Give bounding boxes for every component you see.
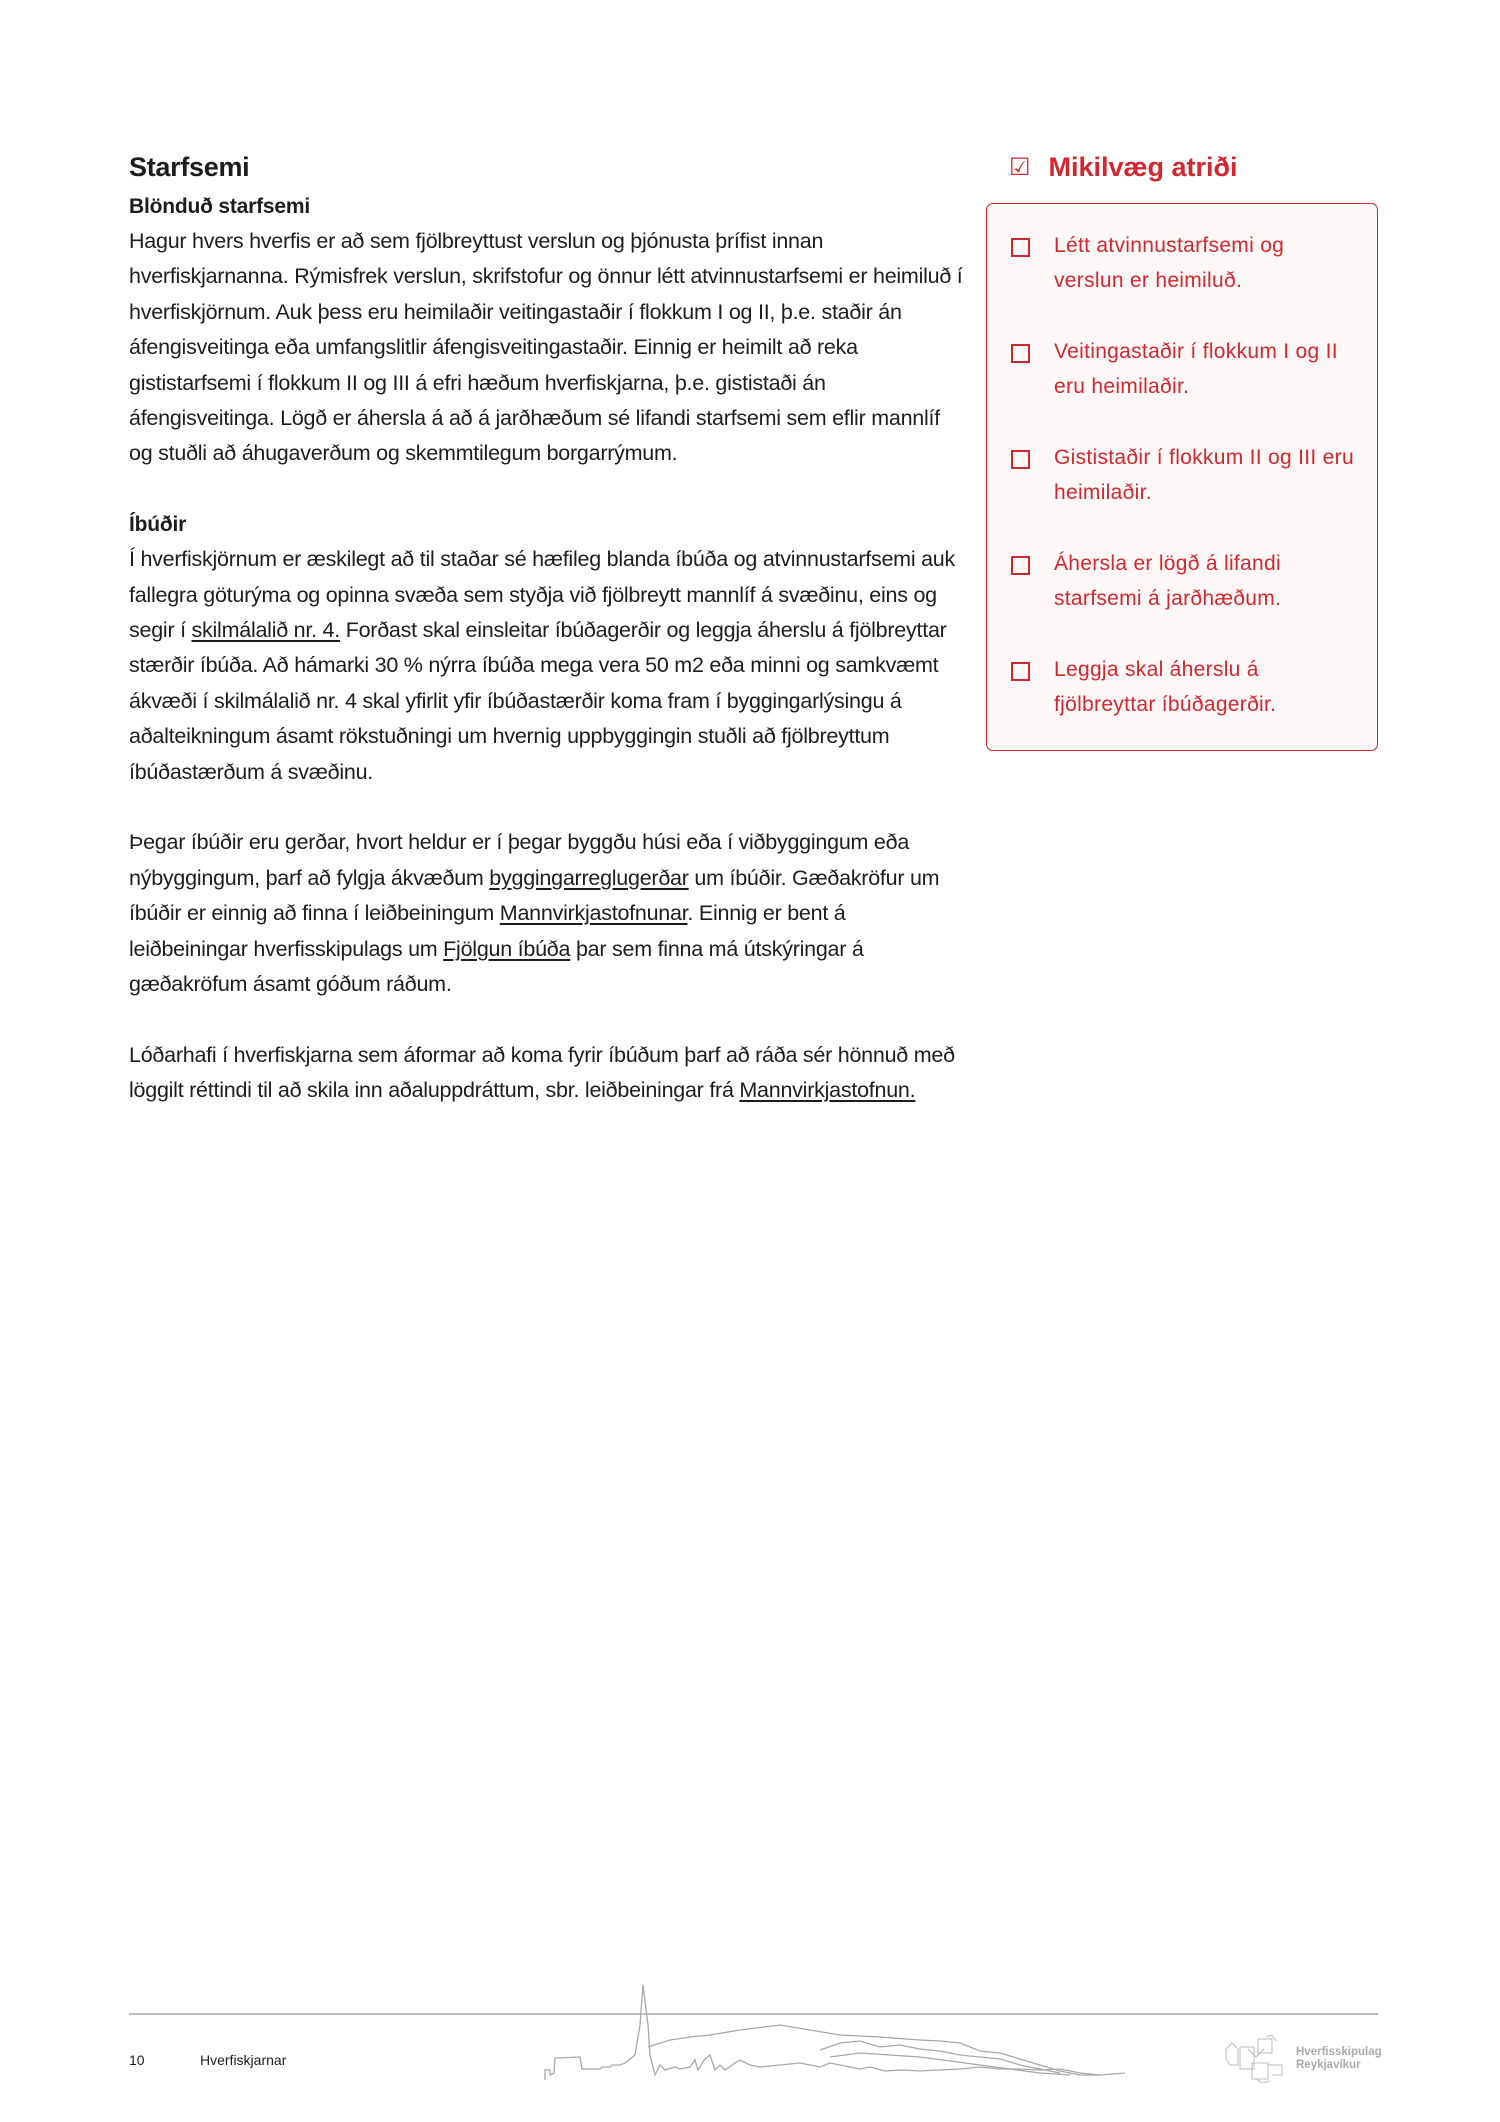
link-mannvirkjastofnunar[interactable]: Mannvirkjastofnunar [499, 901, 688, 926]
checkbox-icon [1011, 662, 1030, 681]
key-point-item [1011, 546, 1354, 616]
link-fjolgun-ibuda[interactable]: Fjölgun íbúða [443, 936, 571, 961]
hverfisskipulag-logo [1222, 2035, 1382, 2083]
key-point-item [1011, 228, 1354, 298]
key-points-title [1009, 152, 1238, 183]
paragraph-mixed-use: Hagur hvers hverfis er að sem fjölbreyttust verslun og þjónusta þrífist innan hverfiskjarnanna. Rýmisfrek verslun, skrifstofur og önnur létt atvinnustarfsemi er heimiluð í hverfiskjörnum. Auk þess eru heimilaðir veitingastaðir í flokkum I og II, þ.e. staðir án áfengisveitinga eða umfangslitlir áfengisveitingastaðir. Einnig er heimilt að reka gististarfsemi í flokkum II og III á efri hæðum hverfiskjarna, þ.e. gististaði án áfengisveitinga. Lögð er áhersla á að á jarðhæðum sé lifandi starfsemi sem eflir mannlíf og stuðli að áhugaverðum og skemmtilegum borgarrýmum. [129, 229, 963, 466]
link-skilmalalid[interactable]: skilmálalið nr. 4. [191, 618, 340, 643]
text: Í hverfiskjörnum er æskilegt að til staðar sé hæfileg blanda íbúða og atvinnustarfsemi auk fallegra göturýma og opinna svæða sem styðja við fjölbreytt mannlíf á svæðinu, eins og segir í [129, 547, 955, 643]
text: um íbúðir. Gæðakröfur um íbúðir er einnig að finna í leiðbeiningum [129, 865, 940, 926]
key-points-box [986, 203, 1378, 751]
key-point-label: Áhersla er lögð á lifandi starfsemi á jarðhæðum. [1054, 552, 1282, 610]
key-point-item [1011, 440, 1354, 510]
link-mannvirkjastofnun[interactable]: Mannvirkjastofnun. [739, 1078, 916, 1103]
text: Lóðarhafi í hverfiskjarna sem áformar að koma fyrir íbúðum þarf að ráða sér hönnuð með löggilt réttindi til að skila inn aðaluppdráttum, sbr. leiðbeiningar frá [129, 1042, 955, 1103]
key-point-label: Veitingastaðir í flokkum I og II eru heimilaðir. [1054, 340, 1338, 398]
checkbox-icon [1011, 238, 1030, 257]
checkbox-icon [1011, 344, 1030, 363]
footer-section-title: Hverfiskjarnar [200, 2052, 287, 2068]
paragraph-housing-3 [129, 1038, 969, 1109]
key-point-label: Gististaðir í flokkum II og III eru heimilaðir. [1054, 446, 1354, 504]
checkbox-icon [1011, 450, 1030, 469]
logo-line-1: Hverfisskipulag [1296, 2046, 1382, 2058]
checked-box-icon: ☑ [1009, 154, 1031, 181]
text: . Einnig er bent á leiðbeiningar hverfisskipulags um [129, 901, 846, 961]
logo-line-2: Reykjavíkur [1296, 2059, 1361, 2071]
page-number: 10 [129, 2052, 145, 2068]
key-point-item [1011, 334, 1354, 404]
key-point-item [1011, 652, 1354, 722]
key-point-label: Leggja skal áherslu á fjölbreyttar íbúðagerðir. [1054, 658, 1277, 716]
logo-mark-icon [1222, 2035, 1292, 2083]
text: Forðast skal einsleitar íbúðagerðir og leggja áherslu á fjölbreyttar stærðir íbúða. Að hámarki 30 % nýrra íbúða mega vera 50 m2 eða minni og samkvæmt ákvæði í skilmálalið nr. 4 skal yfirlit yfir íbúðastærðir koma fram í byggingarlýsingu á aðalteikningum ásamt rökstuðningi um hvernig uppbyggingin stuðli að fjölbreyttum íbúðastærðum á svæðinu. [129, 618, 947, 784]
link-byggingarreglugerd[interactable]: byggingarreglugerðar [489, 865, 689, 890]
city-skyline-illustration [540, 1985, 1180, 2085]
main-content [129, 152, 969, 1144]
section-heading-housing: Íbúðir [129, 513, 187, 537]
text: Þegar íbúðir eru gerðar, hvort heldur er í þegar byggðu húsi eða í viðbyggingum eða nýbyggingum, þarf að fylgja ákvæðum [129, 830, 910, 890]
key-point-label: Létt atvinnustarfsemi og verslun er heimiluð. [1054, 234, 1285, 292]
text: þar sem finna má útskýringar á gæðakröfum ásamt góðum ráðum. [129, 936, 864, 997]
paragraph-housing-1 [129, 542, 969, 790]
page-title: Starfsemi [129, 152, 250, 182]
checkbox-icon [1011, 556, 1030, 575]
paragraph-housing-2 [129, 825, 969, 1002]
key-points-heading: Mikilvæg atriði [1048, 152, 1238, 182]
section-heading-mixed-use: Blönduð starfsemi [129, 195, 310, 218]
